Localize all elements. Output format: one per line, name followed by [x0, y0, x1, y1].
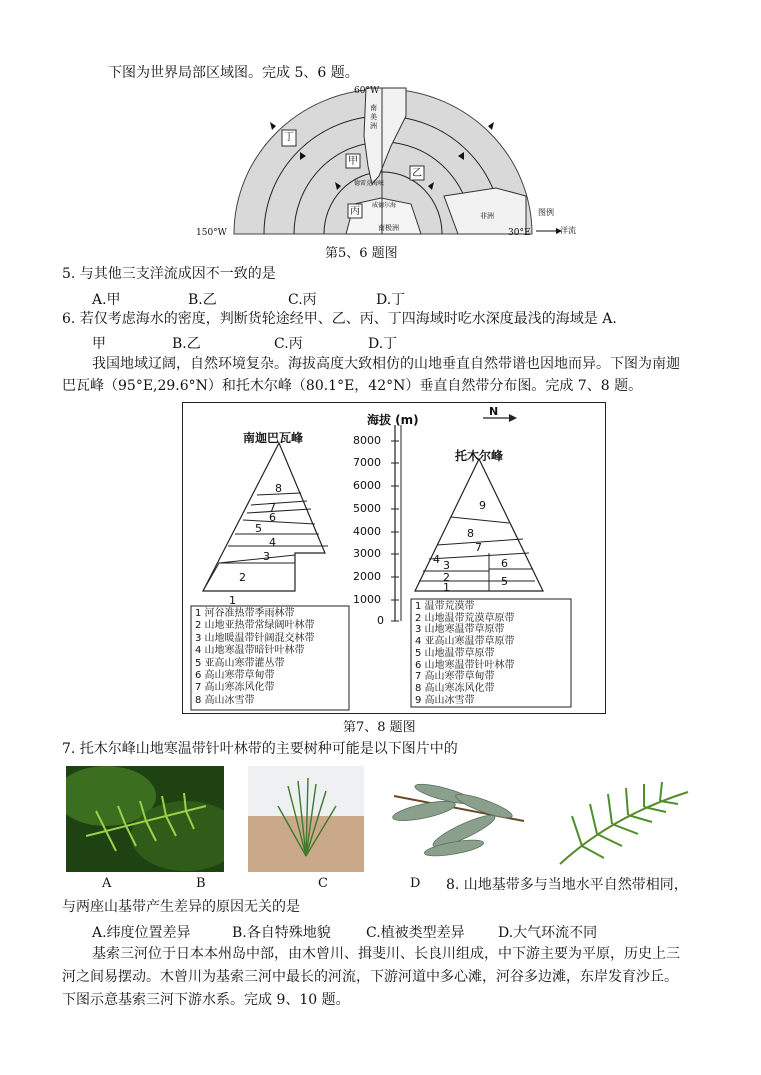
fir-branch-icon: [66, 766, 224, 872]
q8-stem-part2: 与两座山基带产生差异的原因无关的是: [62, 899, 300, 915]
q8-option-a[interactable]: A.纬度位置差异: [92, 925, 191, 941]
tick-7000: 7000: [353, 456, 381, 469]
svg-text:4: 4: [433, 553, 440, 566]
lon-30e: 30°E: [508, 228, 531, 238]
map-caption: 第5、6 题图: [325, 246, 398, 261]
svg-text:3: 3: [443, 559, 450, 572]
eucalyptus-leaf-icon: [384, 776, 534, 866]
label-yi: 乙: [412, 168, 422, 179]
lon-150w: 150°W: [196, 228, 227, 238]
q5-option-b[interactable]: B.乙: [188, 292, 217, 308]
right-peak-title: 托木尔峰: [455, 449, 504, 463]
left-legend-item: 8 高山冰雪带: [195, 694, 255, 706]
right-legend-item: 1 温带荒漠带: [415, 601, 475, 612]
legend-current-label: 洋流: [560, 226, 576, 235]
intro-q9-10-line3: 下图示意基索三河下游水系。完成 9、10 题。: [62, 992, 350, 1008]
svg-text:2: 2: [443, 571, 450, 584]
mountain-zone-chart: [182, 402, 606, 714]
svg-text:2: 2: [239, 571, 246, 584]
left-legend-item: 1 河谷准热带季雨林带: [195, 608, 295, 619]
label-ding: 丁: [284, 132, 294, 143]
palm-frond-icon: [552, 776, 692, 866]
tick-8000: 8000: [353, 434, 381, 447]
label-africa: 非洲: [480, 212, 494, 220]
svg-text:8: 8: [467, 527, 474, 540]
world-map-figure: [196, 86, 576, 244]
svg-text:5: 5: [255, 522, 262, 535]
svg-text:5: 5: [501, 575, 508, 588]
tick-6000: 6000: [353, 479, 381, 492]
left-legend-item: 6 高山寒带草甸带: [195, 670, 275, 682]
picture-label-b: B: [196, 876, 206, 891]
tick-4000: 4000: [353, 525, 381, 538]
tick-2000: 2000: [353, 570, 381, 583]
right-legend-item: 7 高山寒带草甸带: [415, 671, 495, 683]
world-map: [196, 86, 568, 244]
label-bing: 丙: [350, 206, 360, 217]
svg-text:8: 8: [275, 482, 282, 495]
picture-label-c: C: [318, 876, 328, 891]
intro-q7-8-line1: 我国地域辽阔，自然环境复杂。海拔高度大致相仿的山地垂直自然带谱也因地而异。下图为南迦: [92, 356, 680, 372]
right-legend: [415, 601, 515, 706]
north-label: N: [489, 405, 499, 418]
q6-stem: 6. 若仅考虑海水的密度，判断货轮途经甲、乙、丙、丁四海域时吃水深度最浅的海域是 A.: [62, 311, 617, 327]
mountain-caption: 第7、8 题图: [343, 720, 416, 735]
label-south-america: 南美洲: [370, 104, 377, 130]
intro-q9-10-line1: 基索三河位于日本本州岛中部，由木曾川、揖斐川、长良川组成，中下游主要为平原，历史上三: [92, 946, 680, 962]
lon-60w: 60°W: [354, 86, 380, 96]
picture-d-palm[interactable]: [552, 776, 692, 866]
q5-stem: 5. 与其他三支洋流成因不一致的是: [62, 266, 276, 282]
tick-0: 0: [377, 614, 384, 627]
right-legend-item: 3 山地寒温带草原带: [415, 624, 505, 636]
svg-text:6: 6: [501, 557, 508, 570]
left-legend-item: 4 山地寒温带暗针叶林带: [195, 645, 305, 657]
left-legend: [195, 608, 315, 707]
left-legend-item: 3 山地暖温带针阔混交林带: [195, 632, 315, 644]
left-legend-item: 2 山地亚热带常绿阔叶林带: [195, 620, 315, 632]
label-weddell-sea: 威德尔海: [372, 202, 397, 209]
q6-option-d[interactable]: D.丁: [368, 336, 398, 352]
left-peak-title: 南迦巴瓦峰: [243, 431, 304, 445]
legend-title: 图例: [538, 208, 554, 217]
right-legend-item: 6 山地寒温带针叶林带: [415, 659, 515, 671]
svg-text:4: 4: [269, 536, 276, 549]
label-jia: 甲: [348, 156, 358, 167]
picture-b-grass[interactable]: [248, 766, 364, 872]
right-legend-item: 5 山地温带草原带: [415, 647, 495, 659]
intro-q7-8-line2: 巴瓦峰（95°E,29.6°N）和托木尔峰（80.1°E，42°N）垂直自然带分布图。完成 7、8 题。: [62, 378, 643, 394]
q6-option-b[interactable]: B.乙: [172, 336, 201, 352]
q5-option-c[interactable]: C.丙: [288, 292, 317, 308]
left-legend-item: 5 亚高山寒带灌丛带: [195, 657, 285, 669]
q6-option-a[interactable]: 甲: [92, 336, 106, 352]
axis-title: 海拔 (m): [367, 413, 419, 427]
right-legend-item: 8 高山寒冻风化带: [415, 682, 495, 694]
picture-a-fir-branch[interactable]: [66, 766, 224, 872]
svg-text:3: 3: [263, 550, 270, 563]
q8-stem-part1: 8. 山地基带多与当地水平自然带相同，: [446, 877, 688, 893]
label-antarctica: 南极洲: [378, 224, 399, 232]
svg-text:7: 7: [269, 501, 276, 514]
grass-icon: [248, 766, 364, 872]
q7-stem: 7. 托木尔峰山地寒温带针叶林带的主要树种可能是以下图片中的: [62, 741, 458, 757]
q5-option-a[interactable]: A.甲: [92, 292, 121, 308]
picture-label-d: D: [410, 876, 421, 891]
q5-option-d[interactable]: D.丁: [376, 292, 406, 308]
picture-c-eucalyptus[interactable]: [384, 776, 534, 866]
q8-option-c[interactable]: C.植被类型差异: [366, 925, 465, 941]
left-legend-item: 7 高山寒冻风化带: [195, 682, 275, 694]
right-legend-item: 4 亚高山寒温带草原带: [415, 636, 515, 648]
q6-option-c[interactable]: C.丙: [274, 336, 303, 352]
svg-text:6: 6: [269, 511, 276, 524]
right-legend-item: 9 高山冰雪带: [415, 694, 475, 706]
tick-5000: 5000: [353, 502, 381, 515]
intro-q9-10-line2: 河之间易摆动。木曾川为基索三河中最长的河流，下游河道中多心滩，河谷多边滩，东岸发育沙丘。: [62, 969, 678, 985]
q8-option-b[interactable]: B.各自特殊地貌: [232, 925, 331, 941]
label-drake-passage: 德雷克海峡: [354, 180, 385, 187]
svg-text:9: 9: [479, 499, 486, 512]
tick-1000: 1000: [353, 593, 381, 606]
intro-q5-6: 下图为世界局部区域图。完成 5、6 题。: [108, 65, 359, 81]
svg-text:1: 1: [443, 581, 450, 594]
svg-text:1: 1: [229, 594, 236, 607]
svg-text:7: 7: [475, 541, 482, 554]
right-legend-item: 2 山地温带荒漠草原带: [415, 612, 515, 624]
tick-3000: 3000: [353, 547, 381, 560]
q8-option-d[interactable]: D.大气环流不同: [498, 925, 598, 941]
picture-label-a: A: [102, 876, 112, 891]
